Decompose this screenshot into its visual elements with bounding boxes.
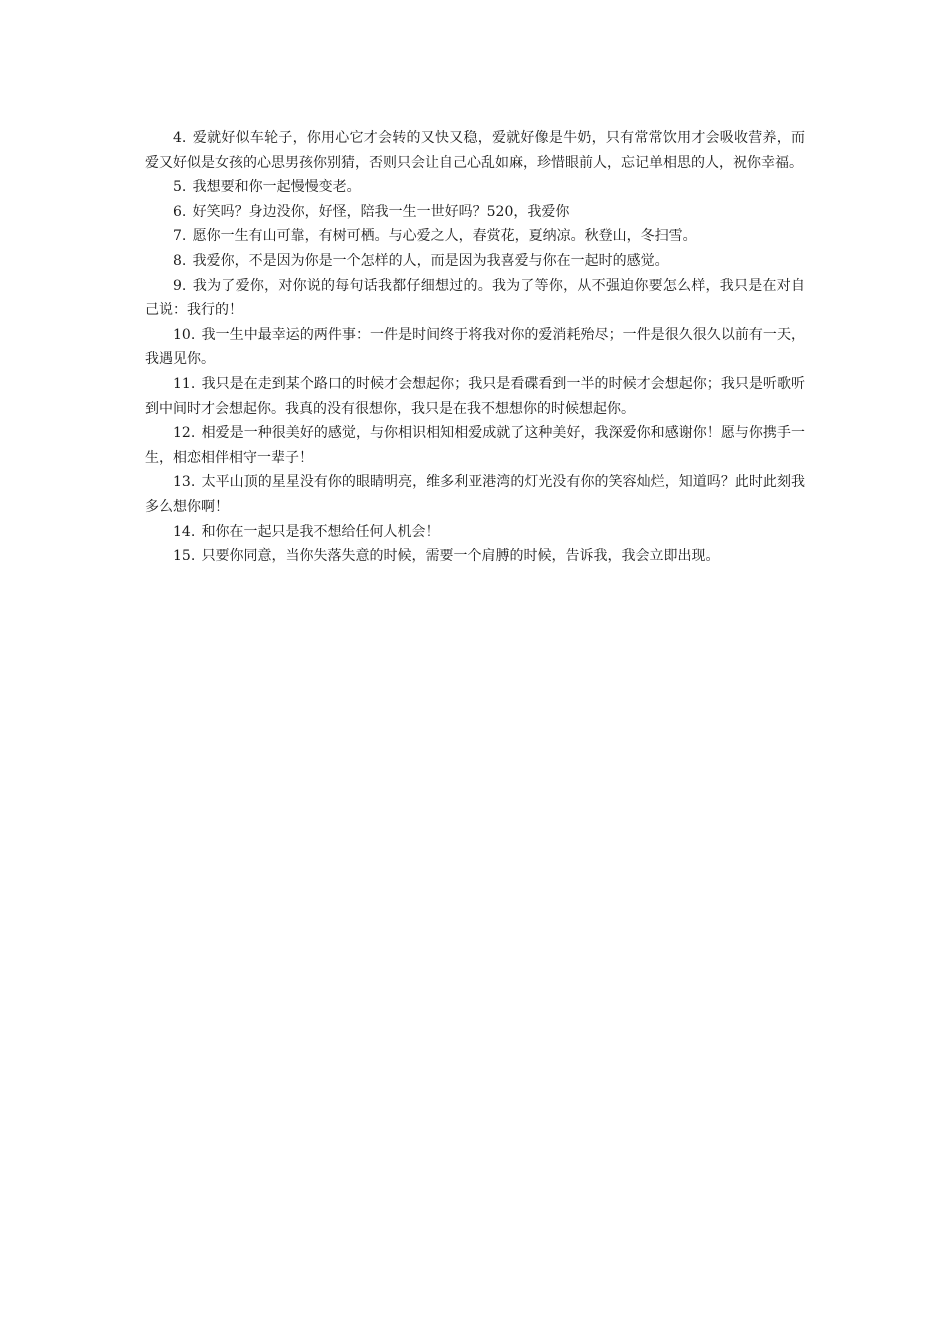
list-item: [145, 249, 805, 274]
list-item: [145, 421, 805, 470]
item-text: 我一生中最幸运的两件事：一件是时间终于将我对你的爱消耗殆尽；一件是很久很久以前有一天，我遇见你。: [145, 326, 805, 368]
item-text: 和你在一起只是我不想给任何人机会！: [201, 523, 440, 540]
item-text: 愿你一生有山可靠，有树可栖。与心爱之人，春赏花，夏纳凉。秋登山，冬扫雪。: [192, 228, 697, 245]
list-item: [145, 520, 805, 545]
item-number: 7.: [173, 228, 187, 245]
item-text: 爱就好似车轮子，你用心它才会转的又快又稳，爱就好像是牛奶，只有常常饮用才会吸收营养，而爱又好似是女孩的心思男孩你别猜，否则只会让自己心乱如麻，珍惜眼前人，忘记单相思的人，祝你幸福。: [145, 130, 805, 171]
list-item: [145, 274, 805, 323]
item-number: 13.: [173, 474, 196, 491]
item-text: 我爱你，不是因为你是一个怎样的人，而是因为我喜爱与你在一起时的感觉。: [192, 252, 669, 269]
list-item: [145, 126, 805, 175]
list-item: [145, 470, 805, 519]
item-text: 只要你同意，当你失落失意的时候，需要一个肩膊的时候，告诉我，我会立即出现。: [201, 548, 720, 565]
item-number: 10.: [173, 326, 196, 343]
item-number: 4.: [173, 130, 187, 146]
item-number: 11.: [173, 375, 196, 392]
list-item: [145, 323, 805, 372]
item-text: 太平山顶的星星没有你的眼睛明亮，维多利亚港湾的灯光没有你的笑容灿烂，知道吗？此时此刻我多么想你啊！: [145, 474, 805, 515]
item-number: 6.: [173, 203, 187, 220]
item-text: 好笑吗？身边没你，好怪，陪我一生一世好吗？520，我爱你: [192, 203, 570, 220]
item-number: 14.: [173, 523, 196, 540]
item-number: 15.: [173, 548, 196, 565]
item-number: 12.: [173, 425, 196, 442]
item-number: 5.: [173, 179, 187, 196]
item-number: 9.: [173, 277, 187, 294]
item-number: 8.: [173, 252, 187, 269]
item-text: 我为了爱你，对你说的每句话我都仔细想过的。我为了等你，从不强迫你要怎么样，我只是在对自己说：我行的！: [145, 277, 805, 319]
list-item: [145, 224, 805, 249]
list-item: [145, 200, 805, 225]
list-item: [145, 544, 805, 569]
item-text: 我只是在走到某个路口的时候才会想起你；我只是看碟看到一半的时候才会想起你；我只是听歌听到中间时才会想起你。我真的没有很想你，我只是在我不想想你的时候想起你。: [145, 375, 805, 417]
list-item: [145, 175, 805, 200]
document-page: [145, 126, 805, 569]
list-item: [145, 372, 805, 421]
item-text: 我想要和你一起慢慢变老。: [192, 179, 361, 196]
item-text: 相爱是一种很美好的感觉，与你相识相知相爱成就了这种美好，我深爱你和感谢你！愿与你携手一生，相恋相伴相守一辈子！: [145, 425, 805, 466]
